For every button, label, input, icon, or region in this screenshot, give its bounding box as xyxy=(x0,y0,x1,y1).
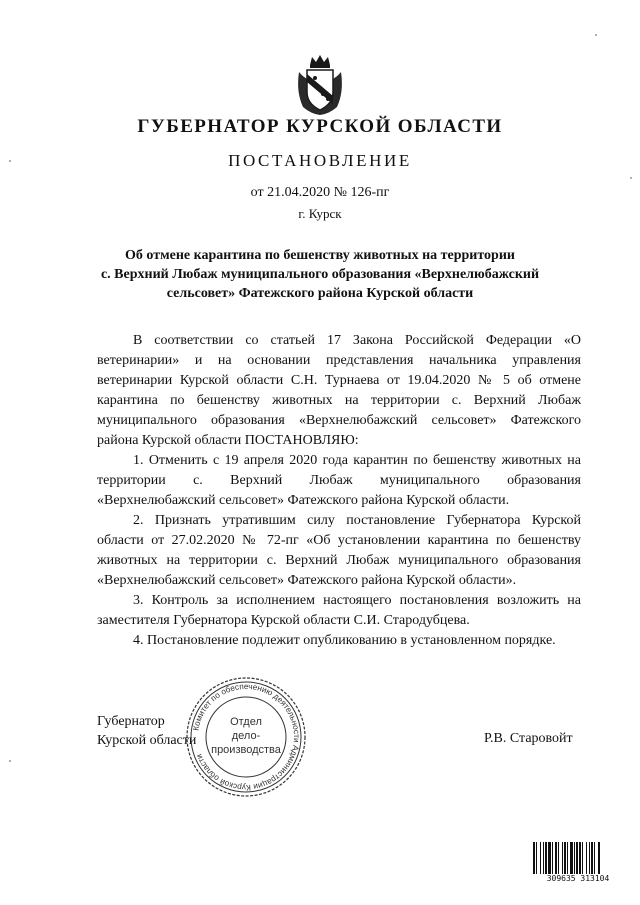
scan-speck xyxy=(595,34,597,36)
scan-speck xyxy=(9,160,11,162)
stamp-ring-text: Комитет по обеспечению деятельности Администрации Курской области xyxy=(191,681,302,793)
scan-speck xyxy=(9,760,11,762)
heading-line: сельсовет» Фатежского района Курской области xyxy=(166,286,474,301)
stamp-text: производства xyxy=(211,744,281,756)
signatory-position-line: Курской области xyxy=(97,733,197,748)
document-date-number: от 21.04.2020 № 126-пг xyxy=(250,185,390,200)
scan-speck xyxy=(630,177,632,179)
document-type: ПОСТАНОВЛЕНИЕ xyxy=(228,151,412,170)
org-title: ГУБЕРНАТОР КУРСКОЙ ОБЛАСТИ xyxy=(137,116,503,137)
stamp-text: Отдел xyxy=(230,716,262,728)
body-paragraph: 3. Контроль за исполнением настоящего постановления возложить на заместителя Губернатора Курской области С.И. Стародубцева. xyxy=(97,593,581,628)
heading-line: с. Верхний Любаж муниципального образования «Верхнелюбажский xyxy=(100,267,540,282)
body-paragraph: 4. Постановление подлежит опубликованию в установленном порядке. xyxy=(133,633,556,648)
body-paragraph: 1. Отменить с 19 апреля 2020 года карантин по бешенству животных на территории с. Верхний Любаж муниципального образования «Верхнелюбажский сельсовет» Фатежского района Курской области. xyxy=(97,453,581,508)
body-paragraph: В соответствии со статьей 17 Закона Российской Федерации «О ветеринарии» и на основании представления начальника управления ветеринарии Курской области С.Н. Турнаева от 19.04.2020 № 5 об отмене карантина по бешенству животных на территории с. Верхний Любаж муниципального образования «Верхнелюбажский сельсовет» Фатежского района Курской области ПОСТАНОВЛЯЮ: xyxy=(97,333,581,448)
signatory-name: Р.В. Старовойт xyxy=(484,731,573,746)
document-body xyxy=(97,331,581,651)
heading-line: Об отмене карантина по бешенству животных на территории xyxy=(125,248,515,263)
document-city: г. Курск xyxy=(298,206,342,221)
office-stamp xyxy=(184,675,308,799)
signatory-position xyxy=(97,712,196,750)
stamp-text: дело- xyxy=(231,730,261,742)
barcode-number: 309635 313104 xyxy=(530,874,626,884)
document-heading xyxy=(100,246,540,303)
body-paragraph: 2. Признать утратившим силу постановление Губернатора Курской области от 27.02.2020 № 72-пг «Об установлении карантина по бешенству животных на территории с. Верхний Любаж муниципального образования «Верхнелюбажский сельсовет» Фатежского района Курской области». xyxy=(97,513,581,588)
coat-of-arms-icon xyxy=(293,52,347,116)
signatory-position-line: Губернатор xyxy=(97,714,165,729)
